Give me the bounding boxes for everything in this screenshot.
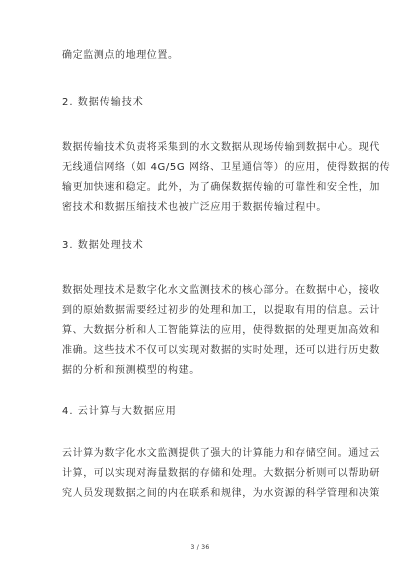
paragraph-line: 输更加快速和稳定。此外，为了确保数据传输的可靠性和安全性，加 [62,182,380,193]
paragraph-line: 数据传输技术负责将采集到的水文数据从现场传输到数据中心。现代 [62,142,380,153]
paragraph-line: 云计算为数字化水文监测提供了强大的计算能力和存储空间。通过云 [62,448,380,459]
paragraph-line: 算、大数据分析和人工智能算法的应用，使得数据的处理更加高效和 [62,325,380,336]
paragraph-line: 密技术和数据压缩技术也被广泛应用于数据传输过程中。 [62,202,327,213]
section-heading-data-processing: 3. 数据处理技术 [62,240,144,251]
paragraph-line: 到的原始数据需要经过初步的处理和加工，以提取有用的信息。云计 [62,305,380,316]
paragraph-line: 数据处理技术是数字化水文监测技术的核心部分。在数据中心，接收 [62,285,380,296]
page-number: 3 / 36 [190,544,210,551]
paragraph-line: 计算，可以实现对海量数据的存储和处理。大数据分析则可以帮助研 [62,468,380,479]
paragraph-line: 确定监测点的地理位置。 [62,50,179,61]
paragraph-line: 据的分析和预测模型的构建。 [62,365,200,376]
paragraph-line: 无线通信网络（如 4G/5G 网络、卫星通信等）的应用，使得数据的传 [62,162,391,173]
section-heading-data-transmission: 2. 数据传输技术 [62,97,144,108]
paragraph-line: 准确。这些技术不仅可以实现对数据的实时处理，还可以进行历史数 [62,345,380,356]
section-heading-cloud-bigdata: 4. 云计算与大数据应用 [62,406,177,417]
paragraph-line: 究人员发现数据之间的内在联系和规律，为水资源的科学管理和决策 [62,488,380,499]
